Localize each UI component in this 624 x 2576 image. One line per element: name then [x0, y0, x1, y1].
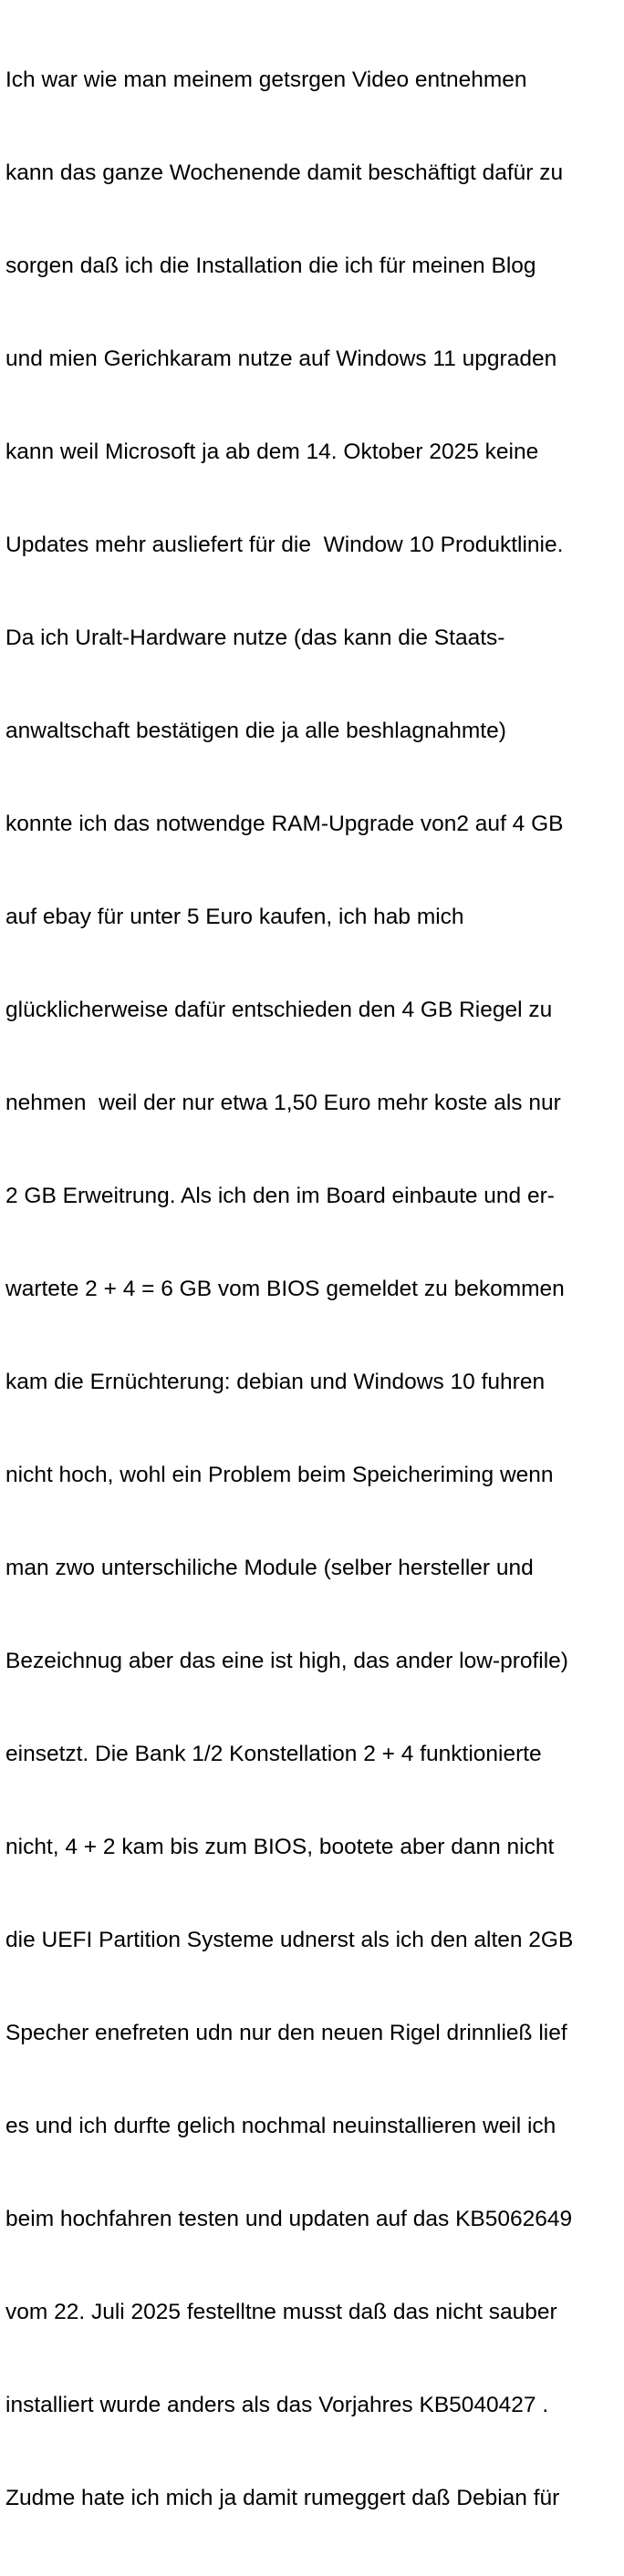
text-line: man zwo unterschiliche Module (selber hersteller und [5, 1556, 534, 1580]
text-line: sorgen daß ich die Installation die ich für meinen Blog [5, 253, 536, 278]
text-line: kann weil Microsoft ja ab dem 14. Oktober 2025 keine [5, 440, 539, 464]
text-line: anwaltschaft bestätigen die ja alle beshlagnahmte) [5, 719, 506, 743]
text-line: Specher enefreten udn nur den neuen Rigel drinnließ lief [5, 2021, 567, 2045]
text-line: Bezeichnug aber das eine ist high, das ander low-profile) [5, 1649, 568, 1673]
text-line: kam die Ernüchterung: debian und Windows 10 fuhren [5, 1370, 546, 1394]
text-line: Updates mehr ausliefert für die Window 10 Produktlinie. [5, 533, 564, 557]
text-line: nicht hoch, wohl ein Problem beim Speicheriming wenn [5, 1463, 554, 1487]
text-line: installiert wurde anders als das Vorjahres KB5040427 . [5, 2393, 549, 2417]
text-line: es und ich durfte gelich nochmal neuinstallieren weil ich [5, 2114, 556, 2138]
text-line: Zudme hate ich mich ja damit rumeggert daß Debian für [5, 2486, 560, 2510]
text-line: Da ich Uralt-Hardware nutze (das kann die Staats- [5, 626, 505, 650]
text-line: die UEFI Partition Systeme udnerst als ich den alten 2GB [5, 1928, 574, 1952]
text-line: einsetzt. Die Bank 1/2 Konstellation 2 + 4 funktionierte [5, 1742, 542, 1766]
text-line: nicht, 4 + 2 kam bis zum BIOS, bootete aber dann nicht [5, 1835, 555, 1859]
text-line: konnte ich das notwendge RAM-Upgrade von2 auf 4 GB [5, 812, 564, 836]
text-line: wartete 2 + 4 = 6 GB vom BIOS gemeldet zu bekommen [5, 1277, 565, 1301]
text-line: vom 22. Juli 2025 festelltne musst daß das nicht sauber [5, 2300, 557, 2324]
text-line: 2 GB Erweitrung. Als ich den im Board einbaute und er- [5, 1184, 555, 1208]
body-text [5, 3, 622, 2576]
text-line: Ich war wie man meinem getsrgen Video entnehmen [5, 67, 527, 92]
text-line: auf ebay für unter 5 Euro kaufen, ich hab mich [5, 905, 464, 929]
text-line: und mien Gerichkaram nutze auf Windows 11 upgraden [5, 347, 557, 371]
text-line: beim hochfahren testen und updaten auf das KB5062649 [5, 2207, 573, 2231]
text-line: glücklicherweise dafür entschieden den 4 GB Riegel zu [5, 998, 553, 1022]
text-line: kann das ganze Wochenende damit beschäftigt dafür zu [5, 160, 564, 185]
text-line: nehmen weil der nur etwa 1,50 Euro mehr koste als nur [5, 1091, 561, 1115]
